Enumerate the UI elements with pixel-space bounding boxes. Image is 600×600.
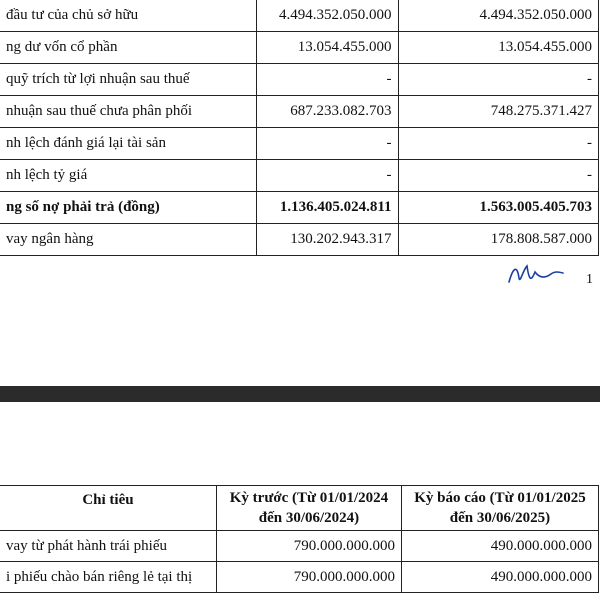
page-number: 1: [586, 272, 593, 287]
current-value: -: [398, 160, 599, 192]
previous-value: 1.136.405.024.811: [256, 192, 398, 224]
current-value: 748.275.371.427: [398, 96, 599, 128]
header-reporting-line2: đến 30/06/2025): [449, 510, 551, 526]
row-label: quỹ trích từ lợi nhuận sau thuế: [0, 64, 256, 96]
financial-indicators-table: [0, 0, 599, 256]
row-label: i phiếu chào bán riêng lẻ tại thị: [0, 562, 216, 593]
page-separator: [0, 386, 600, 402]
bond-issuance-table: [0, 485, 599, 593]
current-value: -: [398, 128, 599, 160]
header-previous-line2: đến 30/06/2024): [258, 510, 360, 526]
table-row: [0, 0, 599, 32]
header-indicator-label: Chỉ tiêu: [82, 492, 134, 508]
header-reporting-line1: Kỳ báo cáo (Từ 01/01/2025: [414, 490, 586, 506]
previous-value: 790.000.000.000: [216, 562, 401, 593]
previous-value: 687.233.082.703: [256, 96, 398, 128]
table-row: [0, 192, 599, 224]
table-row: [0, 32, 599, 64]
current-value: 1.563.005.405.703: [398, 192, 599, 224]
row-label: nh lệch tỷ giá: [0, 160, 256, 192]
header-previous-line1: Kỳ trước (Từ 01/01/2024: [229, 490, 389, 506]
header-previous-period: [216, 486, 401, 531]
previous-value: 4.494.352.050.000: [256, 0, 398, 32]
header-indicator: [0, 486, 216, 531]
previous-value: 130.202.943.317: [256, 224, 398, 256]
row-label: vay ngân hàng: [0, 224, 256, 256]
row-label: ng số nợ phải trả (đồng): [0, 192, 256, 224]
current-value: 13.054.455.000: [398, 32, 599, 64]
row-label: nh lệch đánh giá lại tài sản: [0, 128, 256, 160]
table-row: [0, 160, 599, 192]
row-label: ng dư vốn cổ phần: [0, 32, 256, 64]
table-header-row: [0, 486, 599, 531]
table-row: [0, 128, 599, 160]
current-value: 178.808.587.000: [398, 224, 599, 256]
row-label: đầu tư của chủ sở hữu: [0, 0, 256, 32]
current-value: 490.000.000.000: [401, 562, 598, 593]
previous-value: 13.054.455.000: [256, 32, 398, 64]
row-label: nhuận sau thuế chưa phân phối: [0, 96, 256, 128]
previous-value: -: [256, 128, 398, 160]
table-row: [0, 531, 599, 562]
current-value: 490.000.000.000: [401, 531, 598, 562]
table-row: [0, 64, 599, 96]
current-value: 4.494.352.050.000: [398, 0, 599, 32]
table-row: [0, 562, 599, 593]
table-row: [0, 224, 599, 256]
table-row: [0, 96, 599, 128]
previous-value: -: [256, 64, 398, 96]
previous-value: 790.000.000.000: [216, 531, 401, 562]
header-reporting-period: [401, 486, 598, 531]
signature-mark: [505, 258, 565, 290]
row-label: vay từ phát hành trái phiếu: [0, 531, 216, 562]
previous-value: -: [256, 160, 398, 192]
current-value: -: [398, 64, 599, 96]
